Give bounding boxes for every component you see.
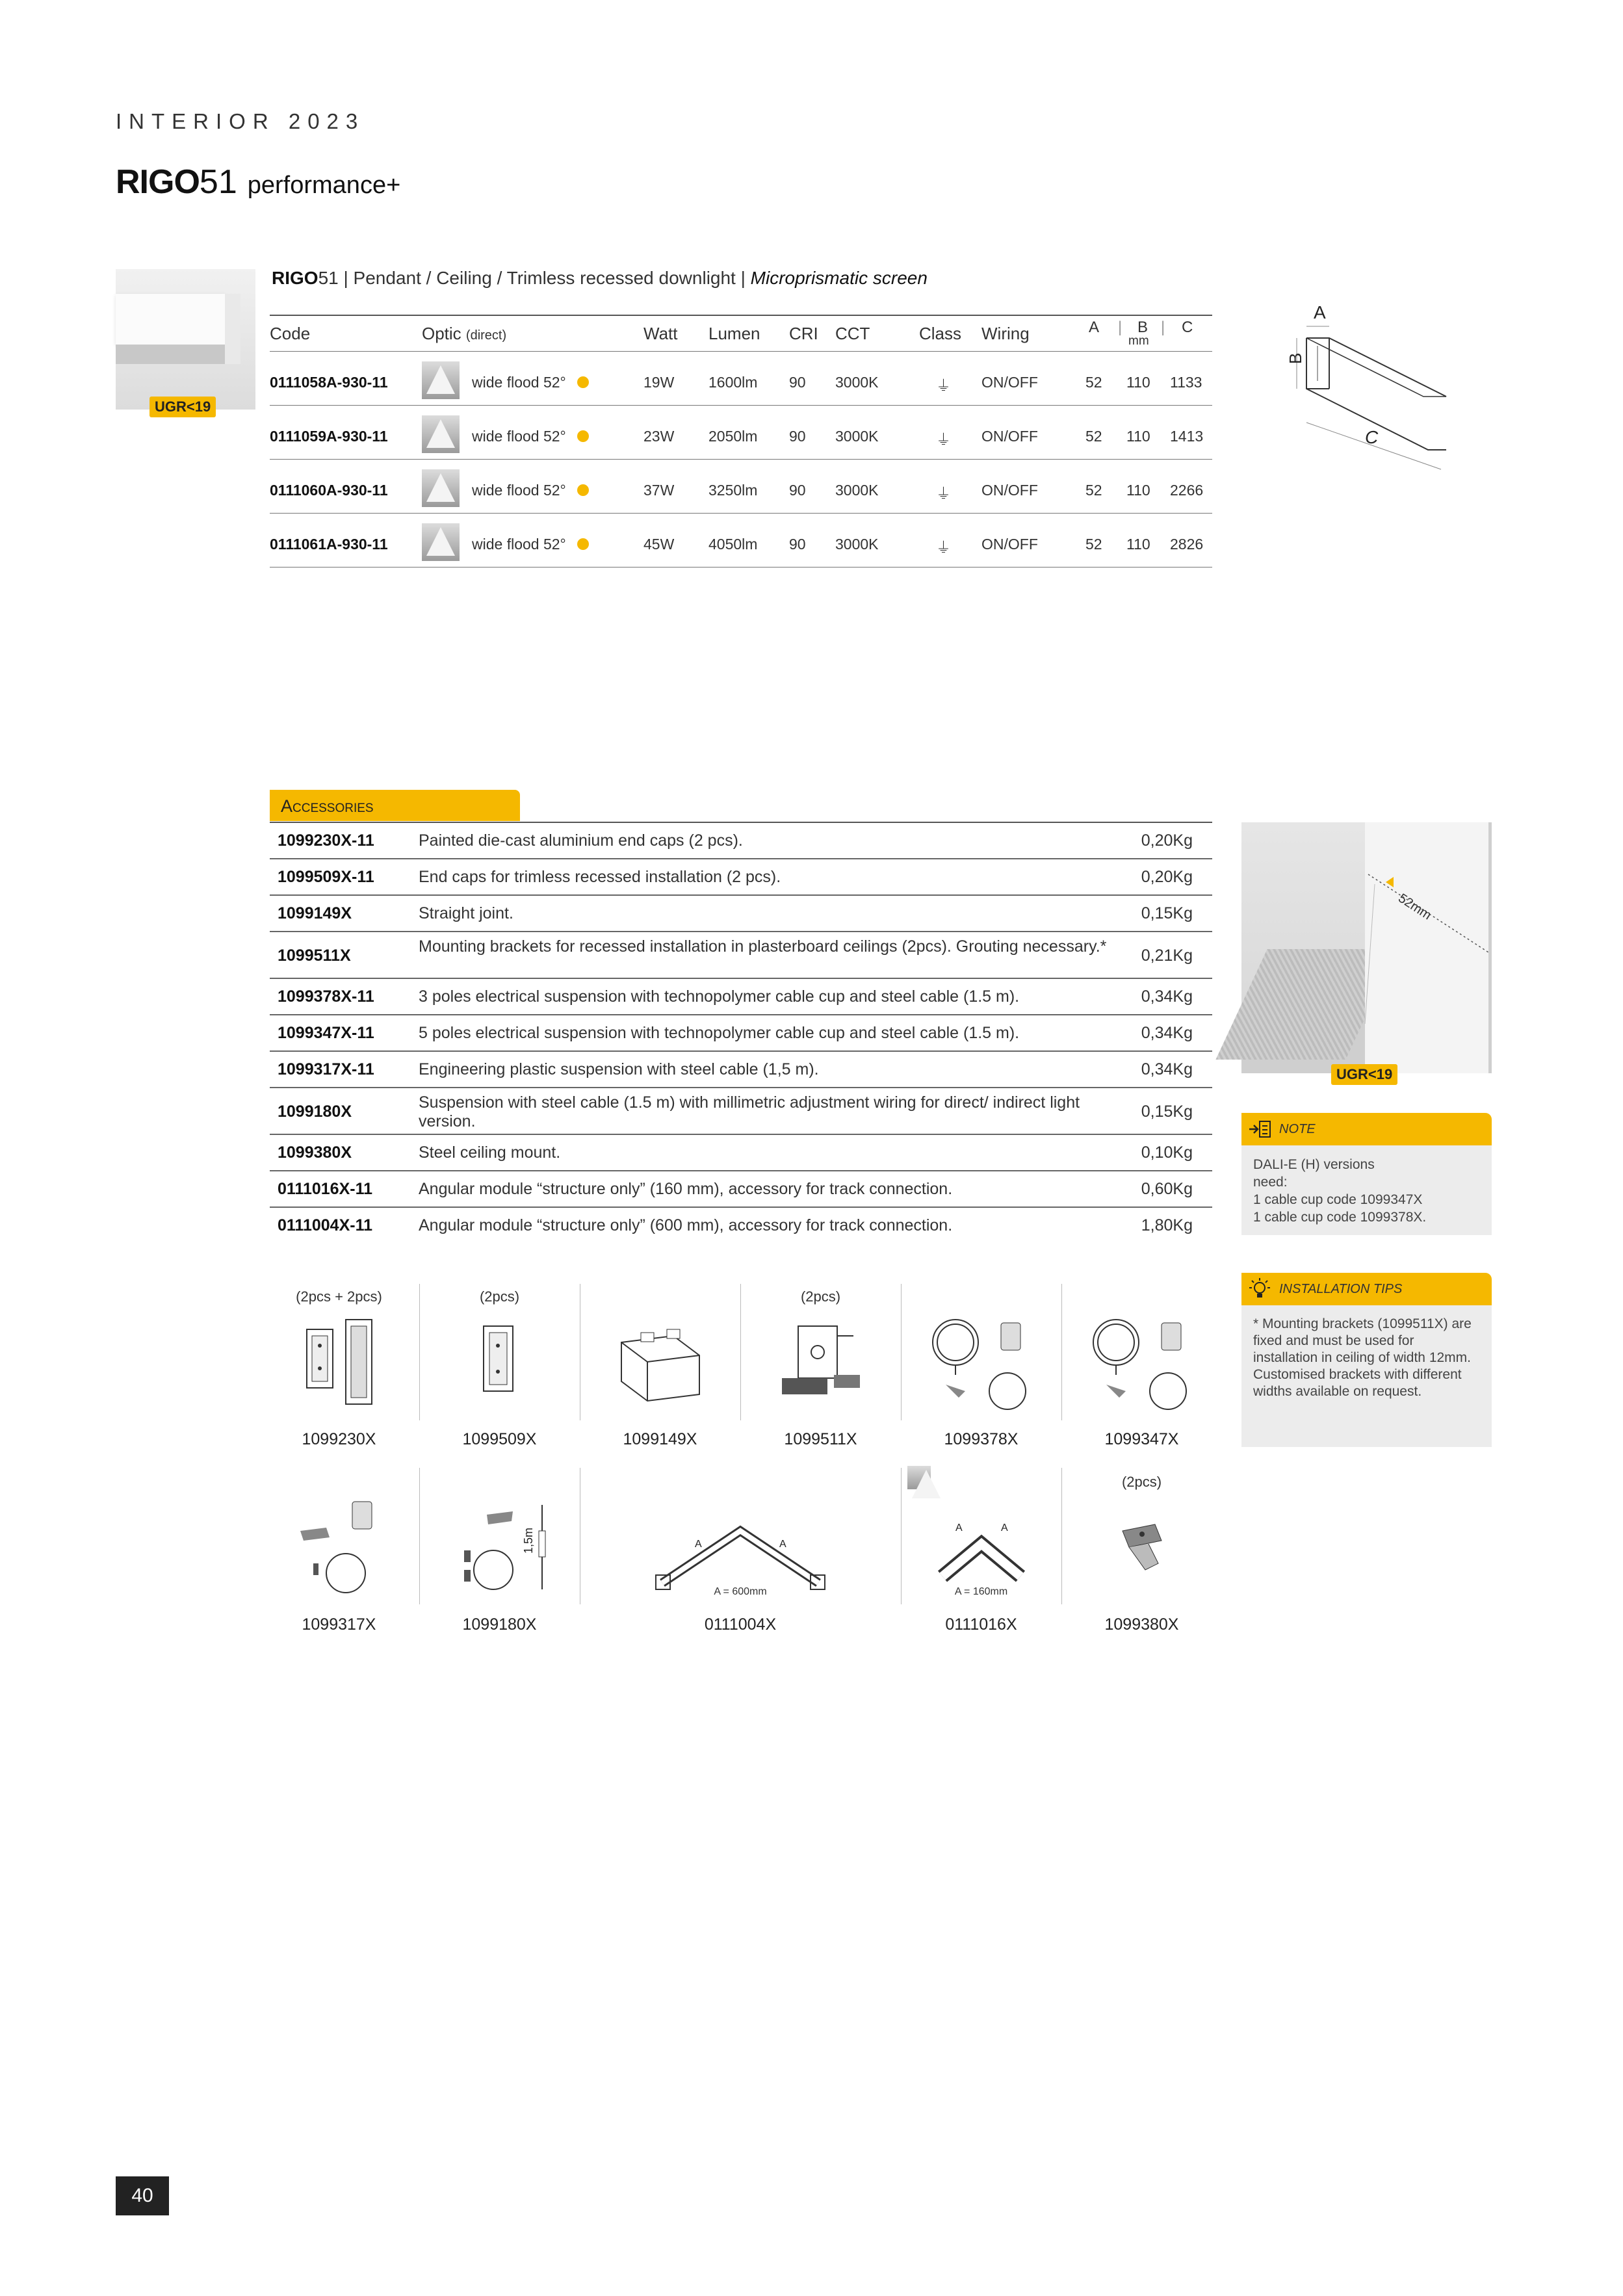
col-class: Class: [919, 324, 962, 343]
cell-lumen: 4050lm: [708, 536, 758, 553]
cell-b: 110: [1126, 536, 1150, 553]
end-caps-recessed-icon: [435, 1307, 565, 1417]
gallery-label: 1099149X: [623, 1430, 697, 1448]
col-a: A: [1089, 319, 1100, 336]
accessory-row: [270, 979, 1212, 1015]
page-title: [116, 163, 400, 202]
cell-watt: 37W: [643, 482, 675, 499]
tips-title: INSTALLATION TIPS: [1279, 1282, 1403, 1296]
cell-cct: 3000K: [835, 536, 879, 553]
gallery-label: 1099317X: [302, 1615, 376, 1634]
col-optic: Optic (direct): [422, 324, 507, 343]
col-code: Code: [270, 324, 311, 343]
optic-beam-icon: [907, 1466, 931, 1489]
product-name: RIGO: [272, 268, 318, 288]
cable-suspension-icon: [435, 1492, 565, 1602]
gallery-label: 1099230X: [302, 1430, 376, 1448]
accessory-row: [270, 1015, 1212, 1052]
accessory-code: 0111016X-11: [278, 1180, 372, 1198]
accessory-description: 3 poles electrical suspension with technopolymer cable cup and steel cable (1.5 m).: [419, 987, 1020, 1006]
product-heading: [272, 268, 928, 289]
gallery-item: [419, 1466, 580, 1634]
accessory-weight: 0,15Kg: [1141, 1102, 1193, 1121]
product-photo: [116, 269, 255, 410]
cell-optic: wide flood 52°: [472, 482, 566, 499]
col-watt: Watt: [643, 324, 678, 343]
cell-class: ⏚: [936, 539, 951, 556]
gallery-label: 1099347X: [1104, 1430, 1179, 1448]
gallery-item: [1061, 1281, 1222, 1448]
cell-b: 110: [1126, 482, 1150, 499]
gallery-caption: (2pcs): [1121, 1474, 1162, 1490]
suspension-3pole-icon: [916, 1307, 1046, 1417]
gallery-label: 1099378X: [944, 1430, 1019, 1448]
cell-lumen: 2050lm: [708, 428, 758, 445]
accessory-code: 1099380X: [278, 1143, 352, 1162]
cell-lumen: 3250lm: [708, 482, 758, 499]
dim-52mm-label: 52mm: [1396, 891, 1434, 923]
product-screen: Microprismatic screen: [750, 268, 928, 288]
accessory-weight: 0,60Kg: [1141, 1180, 1193, 1198]
cell-c: 1133: [1170, 374, 1202, 391]
dim-a-label: A: [1314, 302, 1326, 322]
plastic-suspension-icon: [274, 1492, 404, 1602]
accessory-weight: 0,20Kg: [1141, 868, 1193, 886]
accessory-description: Steel ceiling mount.: [419, 1143, 561, 1162]
gallery-dimension: A = 600mm: [714, 1586, 767, 1597]
table-top-rule: [270, 315, 1212, 316]
title-subtitle: performance+: [247, 172, 401, 199]
cell-a: 52: [1085, 374, 1102, 391]
cell-b: 110: [1126, 374, 1150, 391]
cell-cct: 3000K: [835, 482, 879, 499]
col-b: B: [1137, 319, 1149, 336]
accessory-row: [270, 823, 1212, 859]
cell-wiring: ON/OFF: [981, 428, 1038, 445]
optic-beam-icon: [422, 361, 460, 399]
note-title: NOTE: [1279, 1122, 1316, 1136]
accessory-description: Suspension with steel cable (1.5 m) with millimetric adjustment wiring for direct/ indirect light version.: [419, 1093, 1080, 1130]
accessory-code: 1099378X-11: [278, 987, 374, 1006]
note-icon: [1247, 1118, 1273, 1140]
svg-text:A: A: [955, 1522, 963, 1533]
accessory-code: 1099230X-11: [278, 831, 374, 850]
accessory-code: 1099180X: [278, 1102, 352, 1121]
col-unit: mm: [1128, 334, 1149, 348]
accessory-weight: 0,34Kg: [1141, 1024, 1193, 1042]
dim-c-label: C: [1365, 427, 1379, 447]
cell-optic: wide flood 52°: [472, 374, 566, 391]
cell-b: 110: [1126, 428, 1150, 445]
col-cct: CCT: [835, 324, 870, 343]
cell-optic: wide flood 52°: [472, 536, 566, 553]
accessory-description: 5 poles electrical suspension with technopolymer cable cup and steel cable (1.5 m).: [419, 1024, 1020, 1042]
accessory-code: 1099149X: [278, 904, 352, 922]
dimension-diagram: [1286, 299, 1446, 481]
accessory-code: 1099511X: [278, 946, 351, 965]
cell-cri: 90: [789, 482, 806, 499]
accessories-title: Accessories: [281, 796, 374, 816]
cell-cri: 90: [789, 536, 806, 553]
accessory-description: Mounting brackets for recessed installation in plasterboard ceilings (2pcs). Grouting necessary.*: [419, 937, 1107, 956]
optic-beam-icon: [422, 523, 460, 561]
gallery-label: 0111016X: [945, 1615, 1017, 1634]
gallery-label: 1099509X: [462, 1430, 537, 1448]
accessory-row: [270, 896, 1212, 932]
cell-code: 0111060A-930-11: [270, 482, 388, 499]
cell-lumen: 1600lm: [708, 374, 758, 391]
gallery-item: [259, 1281, 419, 1448]
gallery-item: [259, 1466, 419, 1634]
detail-photo: [1241, 822, 1492, 1073]
cell-c: 1413: [1170, 428, 1204, 445]
cell-a: 52: [1085, 536, 1102, 553]
title-number: 51: [199, 163, 237, 201]
suspension-5pole-icon: [1077, 1307, 1207, 1417]
accessory-description: Engineering plastic suspension with steel cable (1,5 m).: [419, 1060, 819, 1078]
cell-code: 0111061A-930-11: [270, 536, 388, 553]
accessory-weight: 0,34Kg: [1141, 987, 1193, 1006]
accessory-code: 1099509X-11: [278, 868, 374, 886]
ceiling-mount-icon: [1077, 1492, 1207, 1602]
tips-text: * Mounting brackets (1099511X) are fixed and must be used for installation in ceiling of width 12mm. Customised brackets with different widths available on request.: [1253, 1316, 1472, 1399]
product-mounting: | Pendant / Ceiling / Trimless recessed downlight |: [338, 268, 751, 288]
ugr-badge: UGR<19: [149, 397, 216, 417]
title-brand: RIGO: [116, 163, 200, 201]
accessory-code: 1099347X-11: [278, 1024, 374, 1042]
accessory-row: [270, 1052, 1212, 1088]
gallery-item: [580, 1466, 901, 1634]
accessory-row: [270, 1208, 1212, 1243]
accessory-description: Painted die-cast aluminium end caps (2 pcs).: [419, 831, 743, 850]
cell-c: 2266: [1170, 482, 1204, 499]
cell-wiring: ON/OFF: [981, 482, 1038, 499]
cell-wiring: ON/OFF: [981, 374, 1038, 391]
accessory-weight: 0,34Kg: [1141, 1060, 1193, 1078]
accessory-row: [270, 1088, 1212, 1135]
svg-text:A: A: [695, 1539, 702, 1550]
gallery-item: [580, 1281, 740, 1448]
gallery-label: 1099380X: [1104, 1615, 1179, 1634]
accessory-description: Angular module “structure only” (160 mm), accessory for track connection.: [419, 1180, 953, 1198]
accessory-weight: 0,21Kg: [1141, 946, 1193, 965]
gallery-label: 1099180X: [462, 1615, 537, 1634]
cell-class: ⏚: [936, 377, 951, 394]
col-optic-note: (direct): [465, 328, 507, 343]
cell-watt: 19W: [643, 374, 675, 391]
accessory-description: End caps for trimless recessed installation (2 pcs).: [419, 868, 781, 886]
cell-cri: 90: [789, 428, 806, 445]
optic-beam-icon: [422, 415, 460, 453]
color-temp-dot-icon: [577, 538, 589, 550]
ugr-badge-2: UGR<19: [1331, 1064, 1397, 1085]
col-wiring: Wiring: [981, 324, 1030, 343]
straight-joint-icon: [595, 1307, 725, 1417]
page-number: 40: [116, 2176, 169, 2215]
accessory-weight: 0,15Kg: [1141, 904, 1193, 922]
accessory-weight: 1,80Kg: [1141, 1216, 1193, 1234]
mounting-bracket-icon: [756, 1307, 886, 1417]
cell-optic: wide flood 52°: [472, 428, 566, 445]
gallery-caption: (2pcs): [479, 1288, 520, 1305]
cell-class: ⏚: [936, 431, 951, 448]
color-temp-dot-icon: [577, 484, 589, 496]
col-lumen: Lumen: [708, 324, 760, 343]
note-text: DALI-E (H) versions need: 1 cable cup code 1099347X 1 cable cup code 1099378X.: [1253, 1157, 1427, 1225]
color-temp-dot-icon: [577, 376, 589, 388]
accessory-row: [270, 1171, 1212, 1208]
gallery-item: [740, 1281, 901, 1448]
cell-code: 0111059A-930-11: [270, 428, 388, 445]
accessory-weight: 0,20Kg: [1141, 831, 1193, 850]
gallery-caption: (2pcs + 2pcs): [296, 1288, 382, 1305]
color-temp-dot-icon: [577, 430, 589, 442]
cell-cri: 90: [789, 374, 806, 391]
gallery-item: [1061, 1466, 1222, 1634]
cell-watt: 23W: [643, 428, 675, 445]
dim-b-label: B: [1286, 352, 1305, 364]
catalog-series: INTERIOR 2023: [116, 109, 365, 133]
optic-beam-icon: [422, 469, 460, 507]
gallery-item: [419, 1281, 580, 1448]
svg-text:A: A: [1000, 1522, 1008, 1533]
col-cri: CRI: [789, 324, 818, 343]
cell-class: ⏚: [936, 485, 951, 502]
accessory-description: Straight joint.: [419, 904, 513, 922]
svg-text:A: A: [779, 1539, 786, 1550]
accessory-weight: 0,10Kg: [1141, 1143, 1193, 1162]
gallery-item: [901, 1281, 1061, 1448]
accessory-description: Angular module “structure only” (600 mm), accessory for track connection.: [419, 1216, 953, 1234]
gallery-label: 1099511X: [784, 1430, 857, 1448]
cell-code: 0111058A-930-11: [270, 374, 388, 391]
cell-wiring: ON/OFF: [981, 536, 1038, 553]
cell-cct: 3000K: [835, 374, 879, 391]
cell-c: 2826: [1170, 536, 1204, 553]
accessory-code: 1099317X-11: [278, 1060, 374, 1078]
gallery-label: 0111004X: [704, 1615, 777, 1634]
cell-a: 52: [1085, 482, 1102, 499]
accessory-row: [270, 1135, 1212, 1171]
accessory-row: [270, 932, 1212, 979]
accessory-row: [270, 859, 1212, 896]
lightbulb-icon: [1247, 1277, 1273, 1301]
gallery-caption: (2pcs): [800, 1288, 841, 1305]
accessory-code: 0111004X-11: [278, 1216, 372, 1234]
product-number: 51: [318, 268, 339, 288]
end-caps-icon: [274, 1307, 404, 1417]
svg-text:1,5m: 1,5m: [521, 1527, 535, 1554]
col-c: C: [1182, 319, 1193, 336]
cell-watt: 45W: [643, 536, 675, 553]
gallery-dimension: A = 160mm: [954, 1586, 1008, 1597]
cell-cct: 3000K: [835, 428, 879, 445]
cell-a: 52: [1085, 428, 1102, 445]
